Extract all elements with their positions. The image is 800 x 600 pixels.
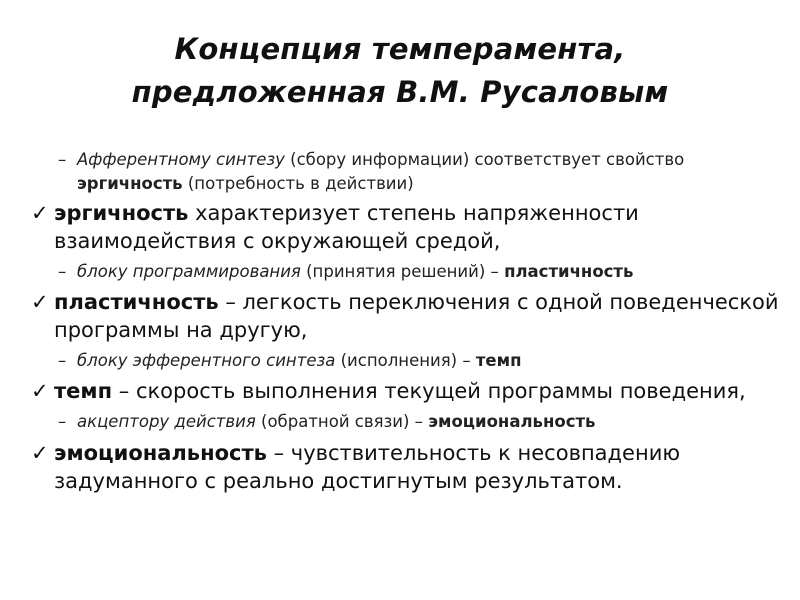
checkmark-icon: ✓ xyxy=(31,290,49,314)
checkmark-icon: ✓ xyxy=(31,441,49,465)
sub-point-term: акцептору действия xyxy=(77,412,256,431)
main-point-text: – чувствительность к несовпадению задуманного с реально достигнутым результатом. xyxy=(54,441,681,493)
sub-point-programming-block xyxy=(0,260,800,284)
sub-point-property: эргичность xyxy=(77,174,183,193)
sub-point-property: темп xyxy=(475,351,522,370)
sub-point-term: блоку программирования xyxy=(77,262,301,281)
sub-point-text: (исполнения) – xyxy=(335,351,476,370)
dash-bullet: – xyxy=(58,150,67,169)
dash-bullet: – xyxy=(58,262,67,281)
main-point-term: эмоциональность xyxy=(54,441,267,465)
sub-point-term: блоку эфферентного синтеза xyxy=(77,351,336,370)
sub-point-text-2: (потребность в действии) xyxy=(182,174,414,193)
main-point-term: эргичность xyxy=(54,201,189,225)
slide-body xyxy=(0,148,800,495)
sub-point-afferent-synthesis xyxy=(0,148,800,196)
main-point-emotsionalnost xyxy=(0,439,800,495)
main-point-ergichnost xyxy=(0,199,800,255)
sub-point-property: эмоциональность xyxy=(428,412,596,431)
sub-point-text: (обратной связи) – xyxy=(255,412,429,431)
main-point-term: пластичность xyxy=(54,290,219,314)
main-point-temp xyxy=(0,377,800,405)
sub-point-term: Афферентному синтезу xyxy=(77,150,285,169)
main-point-text: – скорость выполнения текущей программы поведения, xyxy=(112,379,746,403)
sub-point-efferent-synthesis xyxy=(0,349,800,373)
title-line-1: Концепция темперамента, xyxy=(174,32,626,66)
sub-point-property: пластичность xyxy=(504,262,634,281)
checkmark-icon: ✓ xyxy=(31,379,49,403)
sub-point-text: (сбору информации) соответствует свойство xyxy=(284,150,685,169)
main-point-term: темп xyxy=(54,379,113,403)
slide-title xyxy=(0,28,800,114)
main-point-plastichnost xyxy=(0,288,800,344)
title-line-2: предложенная В.М. Русаловым xyxy=(131,75,669,109)
sub-point-action-acceptor xyxy=(0,410,800,434)
main-point-text: – легкость переключения с одной поведенческой программы на другую, xyxy=(54,290,779,342)
checkmark-icon: ✓ xyxy=(31,201,49,225)
dash-bullet: – xyxy=(58,412,67,431)
sub-point-text: (принятия решений) – xyxy=(300,262,505,281)
dash-bullet: – xyxy=(58,351,67,370)
main-point-text: характеризует степень напряженности взаимодействия с окружающей средой, xyxy=(54,201,639,253)
